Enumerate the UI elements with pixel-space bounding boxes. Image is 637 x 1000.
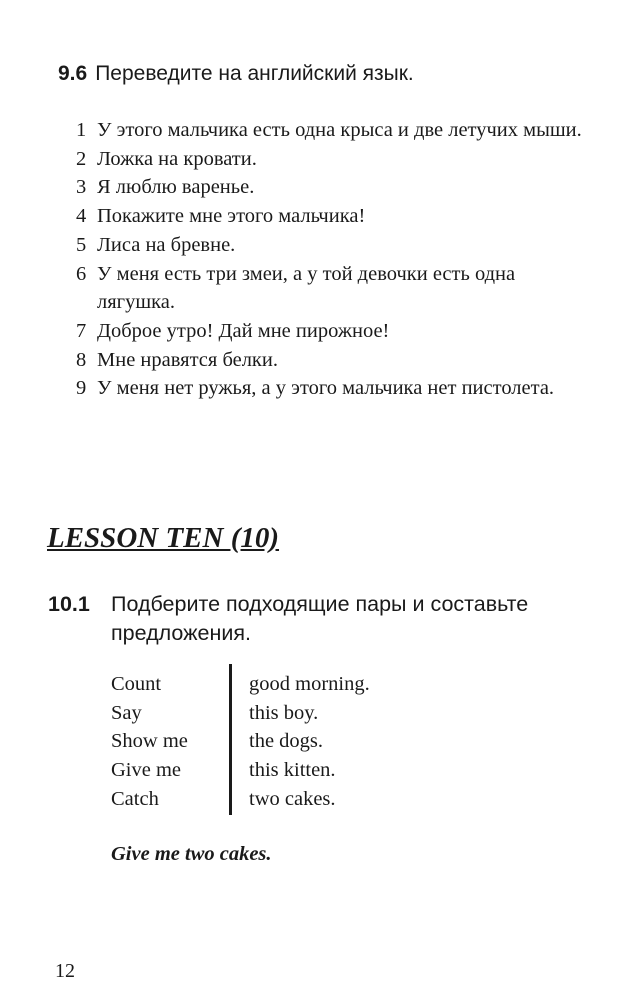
item-number: 8 xyxy=(76,348,87,371)
item-number: 5 xyxy=(76,233,87,256)
list-item xyxy=(76,231,596,260)
exercise-number: 9.6 xyxy=(58,62,88,85)
right-phrase: this boy. xyxy=(249,701,319,724)
left-phrase: Catch xyxy=(111,787,159,810)
item-number: 6 xyxy=(76,262,87,285)
left-phrase: Say xyxy=(111,701,142,724)
page-number: 12 xyxy=(55,960,75,982)
item-number: 4 xyxy=(76,205,87,228)
exercise-number: 10.1 xyxy=(48,592,90,616)
exercise-9-6-sentence-list xyxy=(76,116,596,403)
exercise-9-6-heading xyxy=(58,62,414,86)
exercise-10-1-heading xyxy=(48,590,608,648)
item-number: 2 xyxy=(76,147,87,170)
list-item xyxy=(76,260,596,317)
item-text: Доброе утро! Дай мне пирожное! xyxy=(97,319,390,342)
matching-right-column xyxy=(249,670,370,814)
example-answer: Give me two cakes. xyxy=(111,843,272,865)
list-item xyxy=(76,202,596,231)
exercise-title: Подберите подходящие пары и составьте предложения. xyxy=(111,592,529,645)
lesson-title: LESSON TEN (10) xyxy=(47,522,280,554)
item-text: У меня нет ружья, а у этого мальчика нет пистолета. xyxy=(97,377,555,400)
item-text: Лиса на бревне. xyxy=(97,233,236,256)
item-text: Покажите мне этого мальчика! xyxy=(97,205,366,228)
list-item xyxy=(76,145,596,174)
column-divider xyxy=(229,664,232,815)
left-phrase: Show me xyxy=(111,730,188,753)
list-item xyxy=(76,346,596,375)
list-item xyxy=(76,173,596,202)
item-text: У этого мальчика есть одна крыса и две летучих мыши. xyxy=(97,119,582,141)
item-number: 1 xyxy=(76,119,87,141)
item-number: 7 xyxy=(76,319,87,342)
item-text: У меня есть три змеи, а у той девочки есть одна лягушка. xyxy=(97,262,516,314)
matching-left-column xyxy=(111,670,188,814)
right-phrase: this kitten. xyxy=(249,759,336,782)
item-text: Я люблю варенье. xyxy=(97,176,255,199)
item-text: Ложка на кровати. xyxy=(97,147,257,170)
left-phrase: Count xyxy=(111,673,162,695)
item-text: Мне нравятся белки. xyxy=(97,348,278,371)
right-phrase: the dogs. xyxy=(249,730,324,753)
list-item xyxy=(76,317,596,346)
list-item xyxy=(76,116,596,145)
right-phrase: good morning. xyxy=(249,673,370,695)
right-phrase: two cakes. xyxy=(249,787,336,810)
item-number: 9 xyxy=(76,377,87,400)
exercise-title: Переведите на английский язык. xyxy=(95,62,414,85)
item-number: 3 xyxy=(76,176,87,199)
left-phrase: Give me xyxy=(111,759,182,782)
list-item xyxy=(76,374,596,403)
